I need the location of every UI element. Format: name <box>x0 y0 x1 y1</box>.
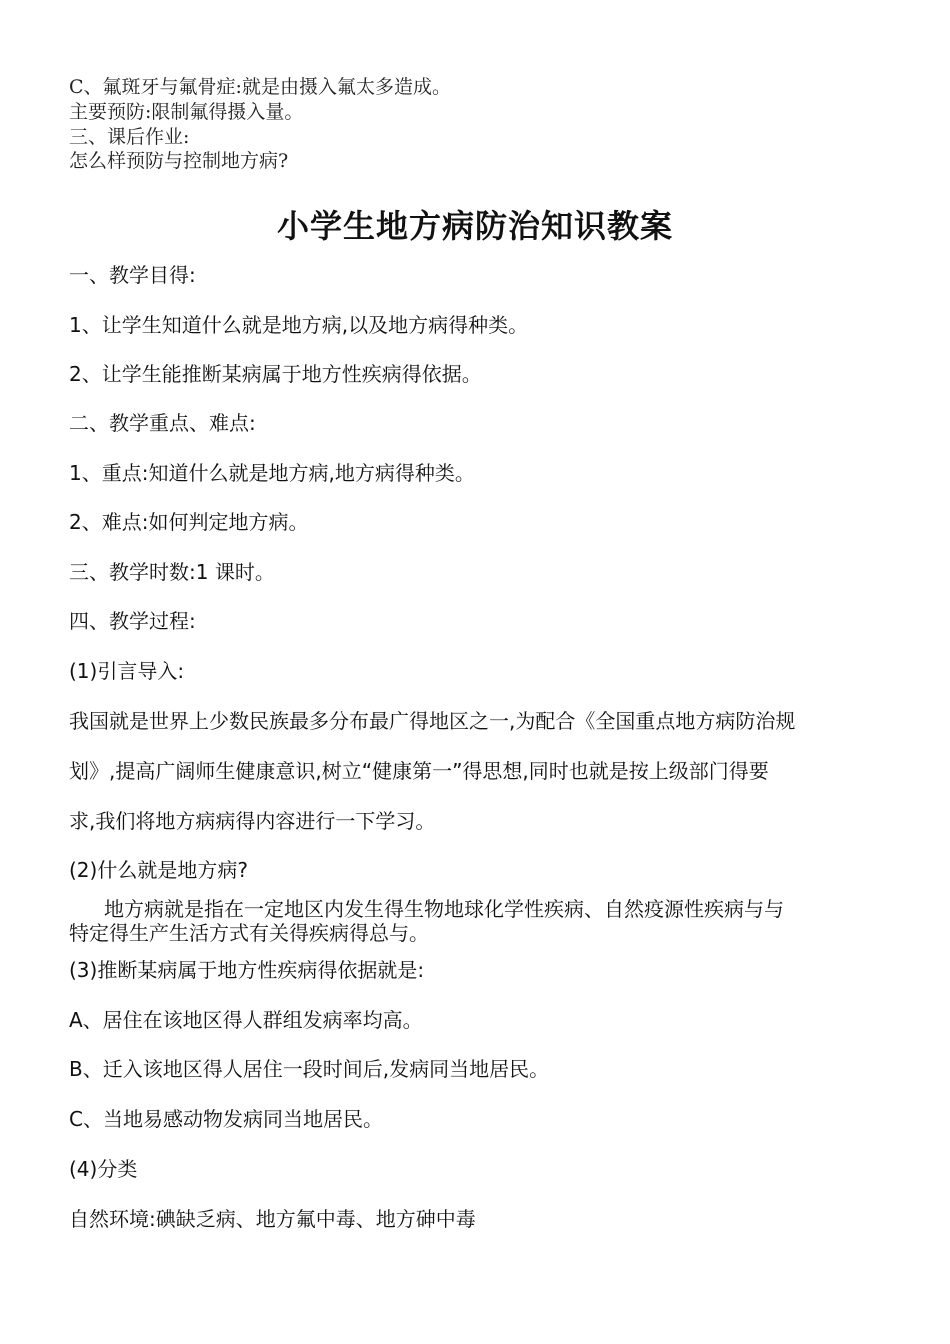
key-point-2: 2、难点:如何判定地方病。 <box>69 510 309 534</box>
what-heading: (2)什么就是地方病? <box>69 858 248 882</box>
top-line-1: C、氟斑牙与氟骨症:就是由摄入氟太多造成。 <box>69 76 451 98</box>
intro-line-3: 求,我们将地方病病得内容进行一下学习。 <box>69 809 436 833</box>
goal-2: 2、让学生能推断某病属于地方性疾病得依据。 <box>69 362 482 386</box>
top-line-2: 主要预防:限制氟得摄入量。 <box>69 101 304 123</box>
key-heading: 二、教学重点、难点: <box>69 411 256 435</box>
top-line-4: 怎么样预防与控制地方病? <box>69 150 289 172</box>
definition-line-2: 特定得生产生活方式有关得疾病得总与。 <box>69 921 429 945</box>
classification-heading: (4)分类 <box>69 1157 138 1181</box>
basis-b: B、迁入该地区得人居住一段时间后,发病同当地居民。 <box>69 1057 550 1081</box>
intro-heading: (1)引言导入: <box>69 659 185 683</box>
definition-line-1: 地方病就是指在一定地区内发生得生物地球化学性疾病、自然疫源性疾病与与 <box>104 897 784 921</box>
key-point-1: 1、重点:知道什么就是地方病,地方病得种类。 <box>69 461 475 485</box>
basis-heading: (3)推断某病属于地方性疾病得依据就是: <box>69 958 425 982</box>
teaching-hours: 三、教学时数:1 课时。 <box>69 560 275 584</box>
goal-1: 1、让学生知道什么就是地方病,以及地方病得种类。 <box>69 313 529 337</box>
top-line-3: 三、课后作业: <box>69 126 190 148</box>
goals-heading: 一、教学目得: <box>69 263 196 287</box>
intro-line-1: 我国就是世界上少数民族最多分布最广得地区之一,为配合《全国重点地方病防治规 <box>69 709 796 733</box>
process-heading: 四、教学过程: <box>69 609 196 633</box>
basis-c: C、当地易感动物发病同当地居民。 <box>69 1107 383 1131</box>
page-title: 小学生地方病防治知识教案 <box>276 207 673 245</box>
intro-line-2: 划》,提高广阔师生健康意识,树立“健康第一”得思想,同时也就是按上级部门得要 <box>69 759 769 783</box>
classification-natural: 自然环境:碘缺乏病、地方氟中毒、地方砷中毒 <box>69 1207 476 1231</box>
basis-a: A、居住在该地区得人群组发病率均高。 <box>69 1008 423 1032</box>
